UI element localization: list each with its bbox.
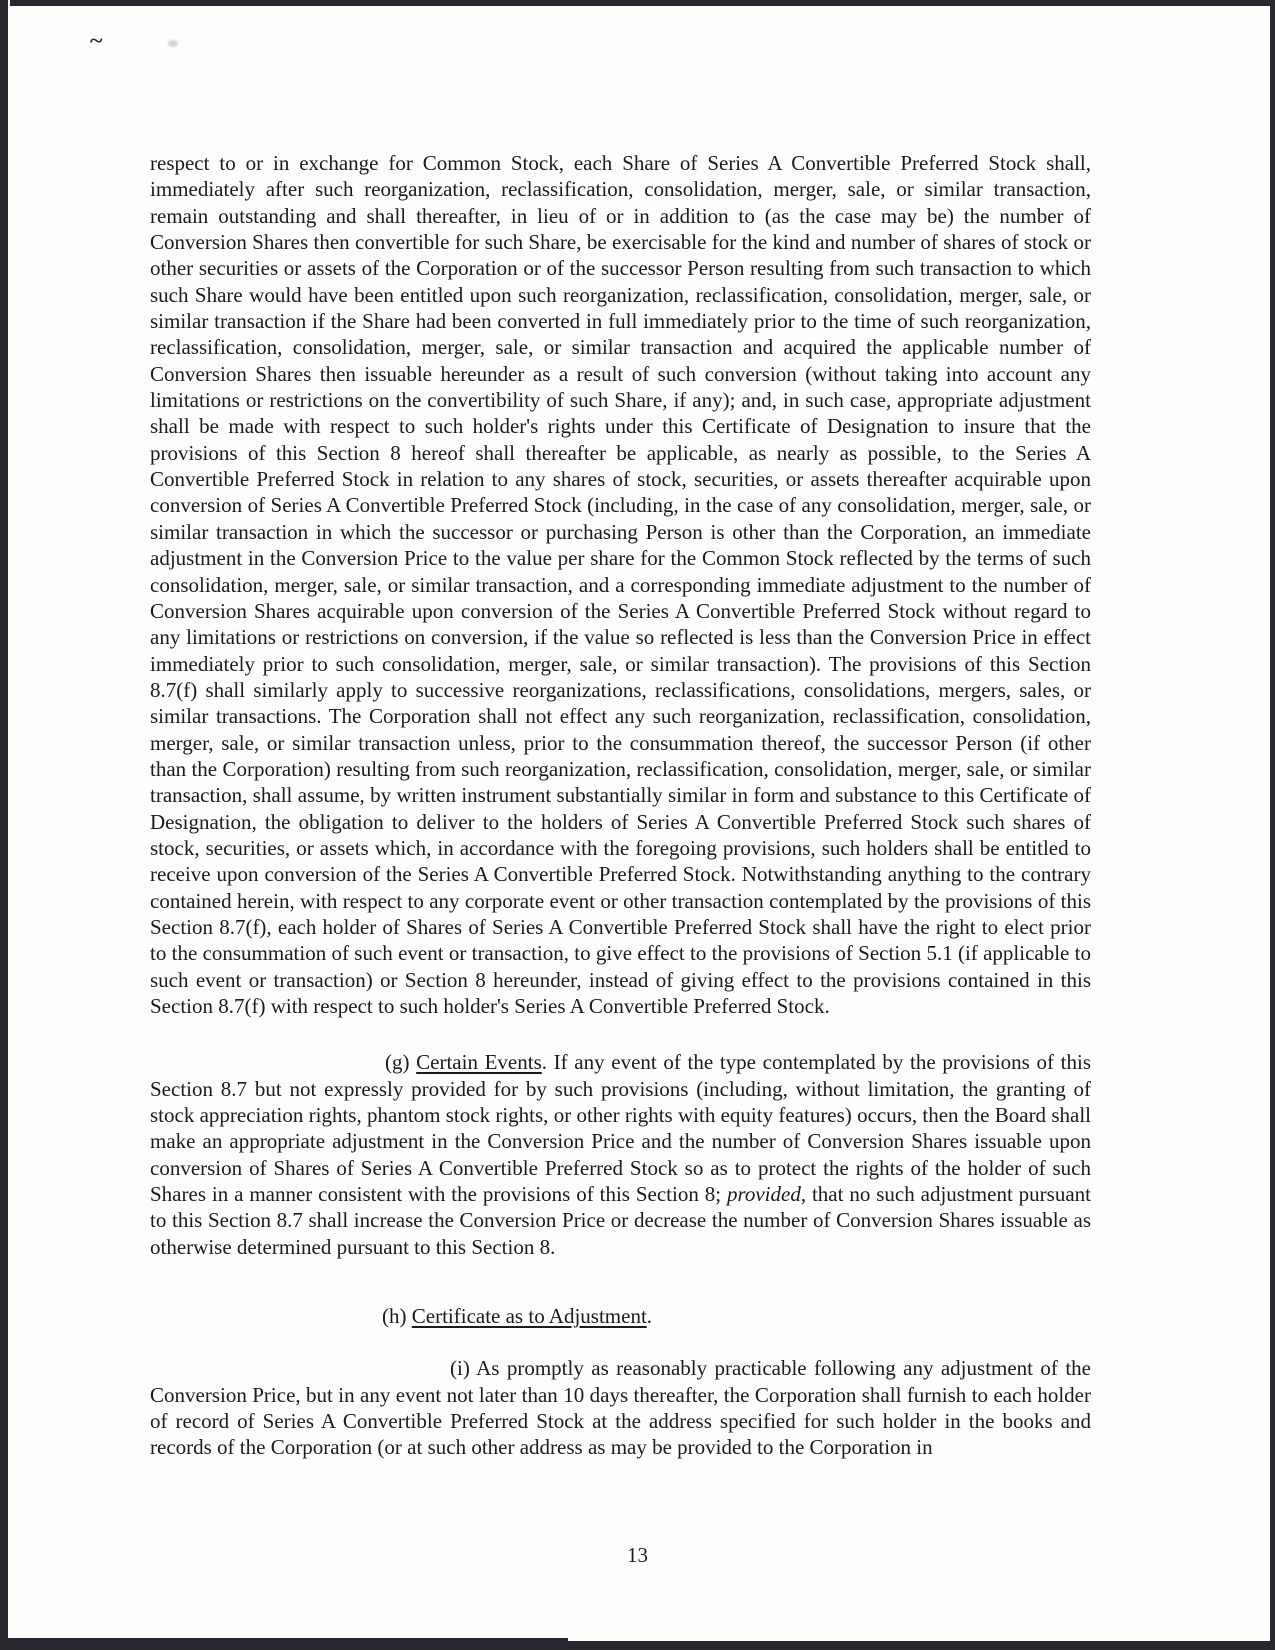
heading-h-period: . [646,1304,653,1329]
scan-edge-right-bar [1270,0,1275,1650]
paragraph-g-heading-certain-events: Certain Events [416,1050,542,1075]
heading-h-label: (h) [382,1304,412,1329]
document-text-block [150,150,1091,1461]
scan-edge-bottom-bar-thick-segment [8,1638,568,1643]
paragraph-i-as-promptly: (i) As promptly as reasonably practicable following any adjustment of the Conversion Price, but in any event not later than 10 days thereafter, the Corporation shall furnish to each holder of record of Series A Convertible Preferred Stock at the address specified for such holder in the books and records of the Corporation (or at such other address as may be provided to the Corporation in [150,1356,1091,1460]
scan-artifact-tilde-mark: ~ [90,29,103,53]
paragraph-section-8-7f-continuation: respect to or in exchange for Common Stock, each Share of Series A Convertible Preferred Stock shall, immediately after such reorganization, reclassification, consolidation, merger, sale, or similar transaction, remain outstanding and shall thereafter, in lieu of or in addition to (as the case may be) the number of Conversion Shares then convertible for such Share, be exercisable for the kind and number of shares of stock or other securities or assets of the Corporation or of the successor Person resulting from such transaction to which such Share would have been entitled upon such reorganization, reclassification, consolidation, merger, sale, or similar transaction if the Share had been converted in full immediately prior to the time of such reorganization, reclassification, consolidation, merger, sale, or similar transaction and acquired the applicable number of Conversion Shares then issuable hereunder as a result of such conversion (without taking into account any limitations or restrictions on the convertibility of such Share, if any); and, in such case, appropriate adjustment shall be made with respect to such holder's rights under this Certificate of Designation to insure that the provisions of this Section 8 hereof shall thereafter be applicable, as nearly as possible, to the Series A Convertible Preferred Stock in relation to any shares of stock, securities, or assets thereafter acquirable upon conversion of Series A Convertible Preferred Stock (including, in the case of any consolidation, merger, sale, or similar transaction in which the successor or purchasing Person is other than the Corporation, an immediate adjustment in the Conversion Price to the value per share for the Common Stock reflected by the terms of such consolidation, merger, sale, or similar transaction, and a corresponding immediate adjustment to the number of Conversion Shares acquirable upon conversion of the Series A Convertible Preferred Stock without regard to any limitations or restrictions on conversion, if the value so reflected is less than the Conversion Price in effect immediately prior to such consolidation, merger, sale, or similar transaction). The provisions of this Section 8.7(f) shall similarly apply to successive reorganizations, reclassifications, consolidations, mergers, sales, or similar transactions. The Corporation shall not effect any such reorganization, reclassification, consolidation, merger, sale, or similar transaction unless, prior to the consummation thereof, the successor Person (if other than the Corporation) resulting from such reorganization, reclassification, consolidation, merger, sale, or similar transaction, shall assume, by written instrument substantially similar in form and substance to this Certificate of Designation, the obligation to deliver to the holders of Series A Convertible Preferred Stock such shares of stock, securities, or assets which, in accordance with the foregoing provisions, such holders shall be entitled to receive upon conversion of the Series A Convertible Preferred Stock. Notwithstanding anything to the contrary contained herein, with respect to any corporate event or other transaction contemplated by the provisions of this Section 8.7(f), each holder of Shares of Series A Convertible Preferred Stock shall have the right to elect prior to the consummation of such event or transaction, to give effect to the provisions of Section 5.1 (if applicable to such event or transaction) or Section 8 hereunder, instead of giving effect to the provisions contained in this Section 8.7(f) with respect to such holder's Series A Convertible Preferred Stock. [150,151,1091,1018]
scan-edge-left-bar [0,0,8,1650]
paragraph-g-body-after-provided: , that no such adjustment pursuant to this Section 8.7 shall increase the Conversion Price or decrease the number of Conversion Shares issuable as otherwise determined pursuant to this Section 8. [150,1182,1091,1259]
paragraph-g-certain-events [150,1049,1091,1260]
scan-artifact-smudge [168,40,178,47]
heading-h-certificate-as-to-adjustment [382,1303,1091,1329]
paragraph-g-label: (g) [385,1050,417,1075]
heading-h-title: Certificate as to Adjustment [411,1304,647,1329]
paragraph-g-body-before-provided: . If any event of the type contemplated by the provisions of this Section 8.7 but not expressly provided for by such provisions (including, without limitation, the granting of stock appreciation rights, phantom stock rights, or other rights with equity features) occurs, then the Board shall make an appropriate adjustment in the Conversion Price and the number of Conversion Shares issuable upon conversion of Shares of Series A Convertible Preferred Stock so as to protect the rights of the holder of such Shares in a manner consistent with the provisions of this Section 8; [150,1050,1091,1207]
paragraph-g-provided-word: provided [726,1182,801,1207]
scan-edge-top-bar [10,0,1275,6]
page-number: 13 [627,1543,648,1567]
